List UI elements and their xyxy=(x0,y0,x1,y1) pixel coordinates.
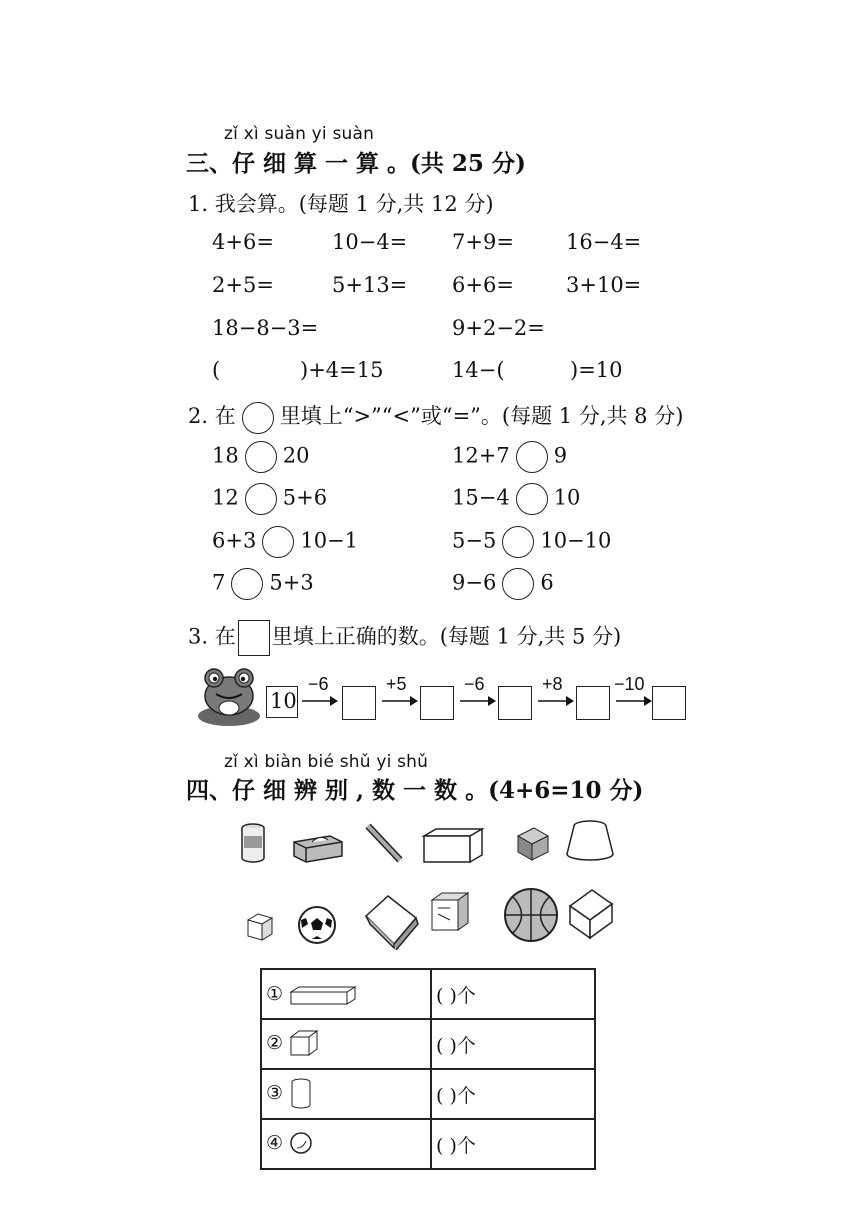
table-row xyxy=(261,1069,595,1119)
rubiks-cube-icon xyxy=(512,824,552,864)
answer-box[interactable] xyxy=(498,686,532,720)
q1-paren-open: ( xyxy=(212,358,221,382)
basketball-icon xyxy=(502,886,560,944)
answer-circle[interactable] xyxy=(502,526,534,558)
section3-pinyin: zǐ xì suàn yi suàn xyxy=(224,124,375,144)
answer-circle[interactable] xyxy=(502,568,534,600)
compare-item xyxy=(452,483,580,515)
compare-left: 9−6 xyxy=(452,570,497,595)
compare-item xyxy=(212,441,309,473)
answer-cell[interactable]: ( )个 xyxy=(431,1119,595,1169)
answer-circle[interactable] xyxy=(245,483,277,515)
q1-item: 3+10= xyxy=(566,273,642,297)
sphere-icon xyxy=(289,1131,315,1157)
q1-item: 6+6= xyxy=(452,273,514,297)
q1-item: )=10 xyxy=(570,358,623,382)
q1-item: 18−8−3= xyxy=(212,316,319,340)
shape-cell xyxy=(261,1119,431,1169)
answer-box[interactable] xyxy=(652,686,686,720)
compare-circle-icon xyxy=(242,402,274,434)
answer-cell[interactable]: ( )个 xyxy=(431,1069,595,1119)
op-label: +8 xyxy=(542,674,563,694)
compare-item xyxy=(452,526,611,558)
compare-item xyxy=(212,483,327,515)
compare-right: 9 xyxy=(553,443,568,468)
shape-cell xyxy=(261,969,431,1019)
table-row xyxy=(261,969,595,1019)
tilted-cube-icon xyxy=(566,886,616,940)
section4-pinyin: zǐ xì biàn bié shǔ yi shǔ xyxy=(224,752,429,772)
compare-right: 5+3 xyxy=(269,570,314,595)
row-number: ② xyxy=(266,1032,284,1054)
table-row xyxy=(261,1019,595,1069)
start-box xyxy=(266,686,298,718)
compare-left: 6+3 xyxy=(212,528,257,553)
q1-item: 10−4= xyxy=(332,230,408,254)
shape-cell xyxy=(261,1069,431,1119)
soccer-ball-icon xyxy=(296,904,338,946)
q3-title-pre: 3. 在 xyxy=(188,624,236,649)
q1-item: 16−4= xyxy=(566,230,642,254)
compare-left: 7 xyxy=(212,570,226,595)
start-number: 10 xyxy=(270,689,297,713)
compare-right: 6 xyxy=(540,570,554,595)
cube-icon xyxy=(289,1029,321,1059)
can-icon xyxy=(238,822,268,864)
compare-item xyxy=(212,568,314,600)
q3-title-post: 里填上正确的数。(每题 1 分,共 5 分) xyxy=(271,624,622,649)
arrow-icon xyxy=(300,694,340,708)
row-number: ③ xyxy=(266,1082,284,1104)
answer-circle[interactable] xyxy=(516,441,548,473)
arrow-icon xyxy=(614,694,654,708)
arrow-icon xyxy=(536,694,576,708)
section4-title: 四、仔 细 辨 别 , 数 一 数 。(4+6=10 分) xyxy=(186,777,644,804)
small-cube-icon xyxy=(244,910,276,944)
compare-right: 5+6 xyxy=(282,485,328,510)
cylinder-icon xyxy=(289,1077,315,1111)
compare-left: 18 xyxy=(212,443,239,468)
compare-item xyxy=(452,441,567,473)
q2-title-pre: 2. 在 xyxy=(188,404,236,428)
q1-item: 4+6= xyxy=(212,230,274,254)
package-icon xyxy=(360,892,422,950)
op-label: −10 xyxy=(614,674,645,694)
compare-right: 10−10 xyxy=(540,528,612,553)
frog-icon xyxy=(196,664,262,728)
answer-circle[interactable] xyxy=(231,568,263,600)
arrow-icon xyxy=(380,694,420,708)
answer-box[interactable] xyxy=(342,686,376,720)
answer-cell[interactable]: ( )个 xyxy=(431,969,595,1019)
cuboid-icon xyxy=(289,984,359,1006)
row-number: ④ xyxy=(266,1132,284,1154)
compare-left: 12+7 xyxy=(452,443,510,468)
q1-item: 5+13= xyxy=(332,273,408,297)
compare-item xyxy=(212,526,358,558)
compare-right: 10 xyxy=(553,485,581,510)
op-label: +5 xyxy=(386,674,407,694)
q1-item: 7+9= xyxy=(452,230,514,254)
count-table xyxy=(260,968,596,1170)
q2-title-post: 里填上“>”“<”或“=”。(每题 1 分,共 8 分) xyxy=(279,404,684,428)
cube-box-icon xyxy=(428,890,472,936)
compare-left: 5−5 xyxy=(452,528,497,553)
answer-box[interactable] xyxy=(576,686,610,720)
row-number: ① xyxy=(266,982,284,1005)
tissue-box-icon xyxy=(290,830,346,864)
section3-title: 三、仔 细 算 一 算 。(共 25 分) xyxy=(186,150,526,177)
answer-circle[interactable] xyxy=(245,441,277,473)
q1-item: 9+2−2= xyxy=(452,316,545,340)
q1-item: 14−( xyxy=(452,358,505,382)
answer-circle[interactable] xyxy=(516,483,548,515)
q1-item: 2+5= xyxy=(212,273,274,297)
q2-title xyxy=(188,400,683,434)
q1-item: )+4=15 xyxy=(300,358,384,382)
answer-box[interactable] xyxy=(420,686,454,720)
compare-left: 15−4 xyxy=(452,485,510,510)
table-row xyxy=(261,1119,595,1169)
shape-cell xyxy=(261,1019,431,1069)
answer-circle[interactable] xyxy=(262,526,294,558)
op-label: −6 xyxy=(308,674,329,694)
q3-title xyxy=(188,620,621,656)
op-label: −6 xyxy=(464,674,485,694)
arrow-icon xyxy=(458,694,498,708)
box-icon xyxy=(238,620,270,656)
stick-icon xyxy=(362,822,406,864)
compare-right: 10−1 xyxy=(300,528,359,553)
answer-cell[interactable]: ( )个 xyxy=(431,1019,595,1069)
compare-right: 20 xyxy=(282,443,310,468)
frustum-icon xyxy=(564,818,616,864)
cuboid-box-icon xyxy=(420,826,486,866)
compare-left: 12 xyxy=(212,485,239,510)
q1-title: 1. 我会算。(每题 1 分,共 12 分) xyxy=(188,192,494,216)
compare-item xyxy=(452,568,554,600)
